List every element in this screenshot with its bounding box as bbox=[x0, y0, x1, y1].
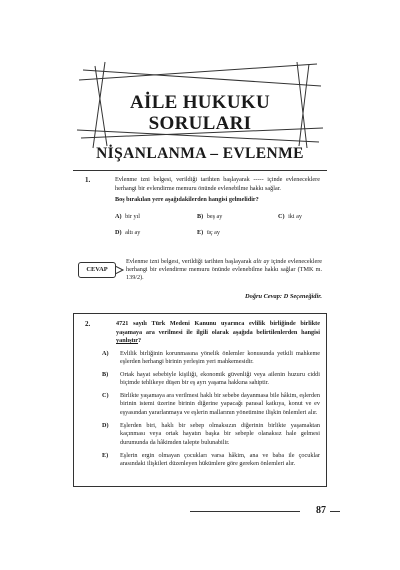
question-1-number: 1. bbox=[85, 176, 91, 184]
option-d[interactable]: D) altı ay bbox=[115, 229, 141, 236]
question-2-stem: 4721 sayılı Türk Medeni Kanunu uyarınca evlilik birliğinde birlikte yaşamaya ara verilmesi ile ilgili olarak aşağıda belirtilenlerden hangisi yanlıştır? bbox=[116, 320, 320, 345]
title-line-2: SORULARI bbox=[148, 113, 252, 134]
question-1-text: Evlenme izni belgesi, verildiği tarihten başlayarak ----- içinde evleneceklere herhangi bir evlendirme memuru önünde evlenebilme hakkı sağlar. bbox=[115, 176, 320, 192]
correct-answer-note: Doğru Cevap: D Seçeneğidir. bbox=[244, 293, 322, 300]
option-b[interactable]: B) beş ay bbox=[197, 213, 223, 220]
question-1-prompt: Boş bırakılan yere aşağıdakilerden hangisi gelmelidir? bbox=[115, 196, 259, 203]
option-c[interactable]: C) iki ay bbox=[278, 213, 302, 220]
question-1 bbox=[73, 176, 327, 252]
question-1-options bbox=[115, 213, 320, 243]
question-1-top-rule bbox=[73, 170, 327, 171]
question-2-number: 2. bbox=[85, 320, 91, 328]
footer-rule-right bbox=[330, 511, 340, 512]
answer-explanation: Evlenme izni belgesi, verildiği tarihten başlayarak altı ay içinde evleneceklere herhangi bir evlendirme memuru önünde evlenebilme hakkı sağlar (TMK m. 139/2). bbox=[126, 258, 322, 282]
page-number: 87 bbox=[316, 505, 326, 516]
answer-tag: CEVAP bbox=[78, 262, 116, 278]
option-a[interactable]: A) bir yıl bbox=[115, 213, 141, 220]
question-2-box: 2. 4721 sayılı Türk Medeni Kanunu uyarınca evlilik birliğinde birlikte yaşamaya ara verilmesi ile ilgili olarak aşağıda belirtilenlerden hangisi yanlıştır? A) Evlilik birliğinin korunmasına yönelik önlemler konusunda yetkili mahkeme eşlerden herhangi birinin yerleşim yeri mahkemesidir. B) Ortak hayat sebebiyle kişiliği, ekonomik güvenliği veya ailenin huzuru ciddi biçimde tehlikeye düşen bir eş ayrı yaşama hakkına sahiptir. C) Birlikte yaşamaya ara verilmesi haklı bir sebebe dayanmasa bile hâkim, eşlerden birinin istemi üzerine birinin diğerine yapacağı parasal katkıya, konut ve ev eşyasından yararlanmaya ve eşlerin mallarının yönetimine ilişkin önlemleri alır. D) Eşlerden biri, haklı bir sebep olmaksızın diğerinin birlikte yaşamaktan kaçınması veya ortak hayatın başka bir sebeple olanaksız hale gelmesi durumunda da hâkimden talepte bulunabilir. E) Eşlerin ergin olmayan çocukları varsa hâkim, ana ve baba ile çocuklar arasındaki ilişkileri düzenleyen hükümlere göre gereken önlemleri alır. bbox=[73, 313, 327, 487]
section-subtitle: NİŞANLANMA – EVLENME bbox=[96, 145, 304, 162]
title-line-1: AİLE HUKUKU bbox=[129, 92, 270, 113]
footer-rule-left bbox=[190, 511, 300, 512]
option-e[interactable]: E) üç ay bbox=[197, 229, 220, 236]
answer-tag-arrow bbox=[115, 265, 125, 275]
